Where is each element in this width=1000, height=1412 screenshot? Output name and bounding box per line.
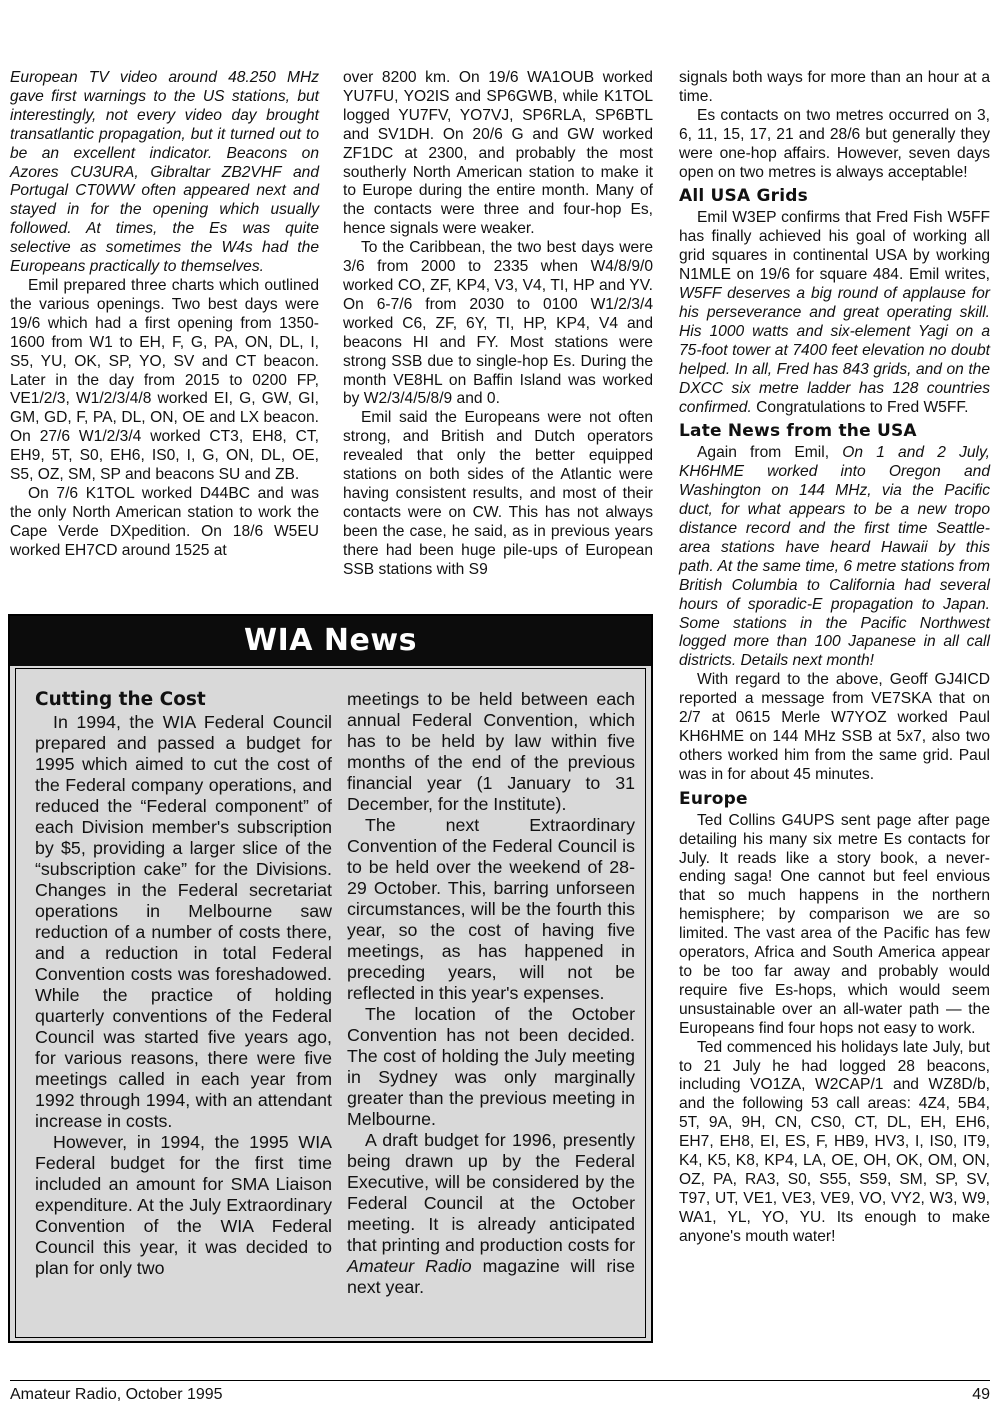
paragraph (679, 209, 990, 417)
text-run: Again from Emil, (697, 444, 830, 462)
quote-text: W5FF deserves a big round of applause for his perseverance and great operating skill. His 1000 watts and six-element Yagi on a 75-foot tower at 7400 feet elevation no doubt helped. In all, Fred has 843 grids, and on the DXCC six metre ladder has 128 countries confirmed. (679, 285, 990, 416)
article-column-2 (343, 69, 653, 579)
text-run: A draft budget for 1996, presently being drawn up by the Federal Executive, will be considered by the Federal Council at the October meeting. It is already anticipated that printing and production costs for (347, 1130, 635, 1255)
section-heading-late-news: Late News from the USA (679, 421, 917, 442)
footer-publication: Amateur Radio, October 1995 (10, 1386, 223, 1403)
paragraph: To the Caribbean, the two best days were 3/6 from 2000 to 2335 when W4/8/9/0 worked CO, ZF, KP4, V3, V4, TI, HP and YV. On 6-7/6 from 2030 to 0100 W1/2/3/4 worked C6, ZF, 6Y, TI, HP, KP4, V4 and beacons HI and FY. Most stations were strong SSB due to single-hop Es. During the month VE8HL on Baffin Island was worked by W2/3/4/5/8/9 and 0. (343, 239, 653, 408)
wia-column-2 (347, 689, 635, 1298)
wia-heading: Cutting the Cost (35, 689, 206, 710)
text-run: magazine will rise next year. (347, 1256, 635, 1297)
paragraph: Ted commenced his holidays late July, but to 21 July he had logged 28 beacons, including VO1ZA, W2CAP/1 and WZ8D/b, and the following 53 call areas: 4Z4, 5B4, 5T, 9A, 9H, CN, CS0, CT, DL, EH, EH6, EH7, EH8, EI, ES, F, HB9, HV3, I, IS0, IT9, K4, K5, K8, KP4, LA, OE, OH, OK, OM, ON, OZ, PA, RA3, S0, S55, S59, SM, SP, SV, T97, UT, VE1, VE3, VE9, VO, VY2, W3, W9, WA1, YL, YO, YU. Its enough to make anyone's mouth water! (679, 1038, 990, 1245)
paragraph: On 7/6 K1TOL worked D44BC and was the only North American station to work the Cape Verde DXpedition. On 18/6 W5EU worked EH7CD around 1525 at (10, 484, 319, 559)
paragraph: signals both ways for more than an hour at a time. (679, 69, 990, 105)
paragraph: The location of the October Convention has not been decided. The cost of holding the July meeting in Sydney was only marginally greater than the previous meeting in Melbourne. (347, 1004, 635, 1129)
paragraph: However, in 1994, the 1995 WIA Federal budget for the first time included an amount for SMA Liaison expenditure. At the July Extraordinary Convention of the WIA Federal Council this year, it was decided to plan for only two (35, 1132, 332, 1278)
text-run: Emil W3EP confirms that Fred Fish W5FF has finally achieved his goal of working all grid squares in continental USA by working N1MLE on 19/6 for square 484. Emil writes, (679, 209, 990, 284)
section-heading-europe: Europe (679, 788, 748, 809)
section-heading-all-usa-grids: All USA Grids (679, 186, 808, 207)
wia-news-box (8, 614, 653, 1343)
paragraph: meetings to be held between each annual Federal Convention, which has to be held by law within five months of the end of the previous financial year (1 January to 31 December, for the Institute). (347, 689, 635, 814)
text-run: Congratulations to Fred W5FF. (756, 398, 969, 416)
paragraph: European TV video around 48.250 MHz gave first warnings to the US stations, but interestingly, not every video day brought transatlantic propagation, but it turned out to be an excellent indicator. Beacons on Azores CU3URA, Gibraltar ZB2VHF and Portugal CT0WW often appeared next and stayed in for the opening which usually followed. At times, the Es was quite selective as sometimes the W4s had the Europeans practically to themselves. (10, 69, 319, 276)
quote-text: On 1 and 2 July, KH6HME worked into Oregon and Washington on 144 MHz, via the Pacific duct, for what appears to be a new tropo distance record and the first time Seattle-area stations have heard Hawaii by this path. At the same time, 6 metre stations from British Columbia to California had several hours of sporadic-E propagation to Japan. Some stations in the Pacific Northwest logged more than 100 Japanese in all call districts. Details next month! (679, 444, 990, 670)
paragraph: Emil said the Europeans were not often strong, and British and Dutch operators revealed that only the better equipped stations on both sides of the Atlantic were having consistent results, and most of their contacts were on CW. This has not always been the case, he said, as in previous years there had been huge pile-ups of European SSB stations with S9 (343, 409, 653, 578)
paragraph (347, 1130, 635, 1298)
paragraph: Ted Collins G4UPS sent page after page detailing his many six metre Es contacts for July. It reads like a story book, a never-ending saga! One cannot but feel envious that so much happens in the northern hemisphere; by comparison we are so limited. The vast area of the Pacific has few operators, Africa and South America appear to be too far away and probably would require five Es-hops, which would seem unsustainable over an all-water path — the Europeans find four hops not easy to work. (679, 811, 990, 1037)
footer-rule (10, 1380, 990, 1381)
article-column-3 (679, 69, 990, 1247)
paragraph: Emil prepared three charts which outlined the various openings. Two best days were 19/6 which had a first opening from 1350-1600 from W1 to EH, F, G, PA, ON, DL, I, S5, YU, OK, SP, YO, SV and CT beacon. Later in the day from 2015 to 0200 FP, VE1/2/3, W1/2/3/4/8 worked EI, G, GW, GI, GM, GD, F, PA, DL, ON, OE and LX beacon. On 27/6 W1/2/3/4 worked CT3, EH8, CT, EH9, 5T, S0, EH6, IS0, I, G, ON, DL, OE, S5, OZ, SM, SP and beacons SU and ZB. (10, 276, 319, 484)
paragraph: In 1994, the WIA Federal Council prepared and passed a budget for 1995 which aimed to cut the cost of the Federal company operations, and reduced the “Federal component” of each Division member's subscription by $5, providing a larger slice of the “subscription cake” for the Divisions. Changes in the Federal secretariat operations in Melbourne saw reduction of a number of costs there, and a reduction in total Federal Convention costs was foreshadowed. While the practice of holding quarterly conventions of the Federal Council was started five years ago, for various reasons, there were five meetings called in each year from 1992 through 1994, with an attendant increase in costs. (35, 712, 332, 1131)
page-number: 49 (972, 1386, 990, 1403)
wia-column-1 (35, 689, 332, 1279)
paragraph: With regard to the above, Geoff GJ4ICD reported a message from VE7SKA that on 2/7 at 0615 Merle W7YOZ worked Paul KH6HME on 144 MHz SSB at 5x7, also two others worked him from the same grid. Paul was in for about 45 minutes. (679, 671, 990, 783)
wia-news-content (15, 668, 646, 1338)
paragraph (679, 444, 990, 671)
paragraph: Es contacts on two metres occurred on 3, 6, 11, 15, 17, 21 and 28/6 but generally they were one-hop affairs. However, seven days open on two metres is always acceptable! (679, 106, 990, 181)
magazine-title: Amateur Radio (347, 1256, 472, 1276)
article-column-1 (10, 69, 319, 561)
paragraph: The next Extraordinary Convention of the Federal Council is to be held over the weekend of 28-29 October. This, barring unforseen circumstances, will be the fourth this year, so the cost of having five meetings, as has happened in preceding years, will not be reflected in this year's expenses. (347, 815, 635, 1003)
paragraph: over 8200 km. On 19/6 WA1OUB worked YU7FU, YO2IS and SP6GWB, while K1TOL logged YU7FV, YO7VJ, SP6RLA, SP6BTL and SV1DH. On 20/6 G and GW worked ZF1DC at 2300, and probably the most southerly North American station to make it to Europe during the entire month. Many of the contacts were three and four-hop Es, hence signals were weaker. (343, 69, 653, 238)
wia-news-banner: WIA News (10, 616, 651, 666)
